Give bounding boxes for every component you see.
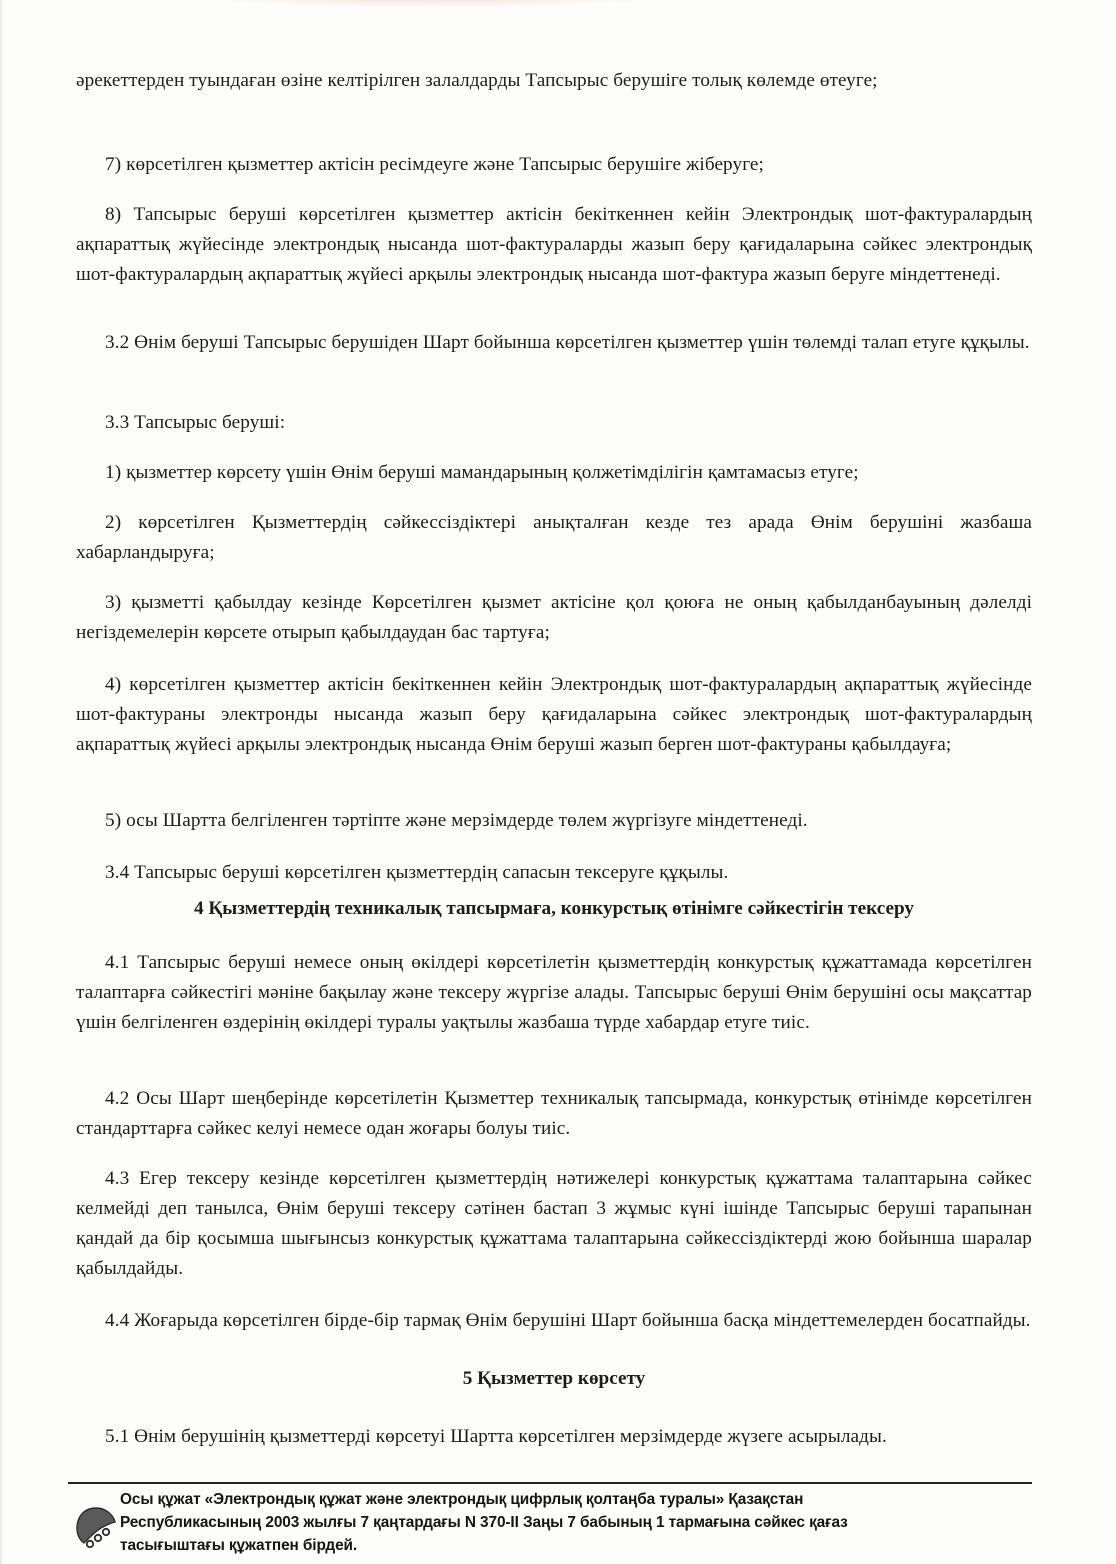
paragraph-4-4: 4.4 Жоғарыда көрсетілген бірде-бір тармақ Өнім берушіні Шарт бойынша басқа міндеттемелерден босатпайды. (105, 1310, 1031, 1331)
footer-e-document-notice (70, 1488, 970, 1558)
paragraph-5-1: 5.1 Өнім берушінің қызметтерді көрсетуі Шартта көрсетілген мерзімдерде жүзеге асырылады. (105, 1426, 887, 1447)
paragraph-3-2: 3.2 Өнім беруші Тапсырыс берушіден Шарт бойынша көрсетілген қызметтер үшін төлемді талап етуге құқылы. (105, 332, 1030, 353)
scan-artifact (200, 0, 660, 8)
footer-divider (68, 1482, 1032, 1484)
paragraph-4-1: 4.1 Тапсырыс беруші немесе оның өкілдері көрсетілетін қызметтердің конкурстық құжаттамада көрсетілген талаптарға сәйкестігі мәніне бақылау және тексеру жүргізе алады. Тапсырыс беруші Өнім берушіні осы мақсаттар үшін белгіленген өздерінің өкілдері туралы уақтылы жазбаша түрде хабардар етуге тиіс. (76, 952, 1032, 1033)
paragraph-3-3-1: 1) қызметтер көрсету үшін Өнім беруші мамандарының қолжетімділігін қамтамасыз етуге; (105, 462, 859, 483)
paragraph-3-1-7: 7) көрсетілген қызметтер актісін ресімдеуге және Тапсырыс берушіге жіберуге; (105, 154, 764, 175)
footer-line-1: Осы құжат «Электрондық құжат және электрондық цифрлық қолтаңба туралы» Қазақстан (120, 1491, 804, 1508)
paragraph-3-3-2: 2) көрсетілген Қызметтердің сәйкессіздіктері анықталған кезде тез арада Өнім берушіні жазбаша хабарландыруға; (76, 512, 1032, 563)
e-document-seal-icon (74, 1504, 118, 1550)
page-edge-shadow (0, 0, 3, 1564)
paragraph-3-3-5: 5) осы Шартта белгіленген тәртіпте және мерзімдерде төлем жүргізуге міндеттенеді. (105, 810, 808, 831)
section-4-heading: 4 Қызметтердің техникалық тапсырмаға, конкурстық өтінімге сәйкестігін тексеру (194, 898, 914, 919)
footer-text (120, 1488, 980, 1557)
paragraph-3-4: 3.4 Тапсырыс беруші көрсетілген қызметтердің сапасын тексеруге құқылы. (105, 862, 729, 883)
footer-line-3: тасығыштағы құжатпен бірдей. (120, 1537, 358, 1554)
paragraph-3-3-4: 4) көрсетілген қызметтер актісін бекіткеннен кейін Электрондық шот-фактуралардың ақпараттық жүйесінде шот-фактураны электронды нысанда жазып беру қағидаларына сәйкес электрондық шот-фактуралардың ақпараттық жүйесі арқылы электрондық нысанда Өнім беруші жазып берген шот-фактураны қабылдауға; (76, 674, 1032, 755)
paragraph-continuation: әрекеттерден туындаған өзіне келтірілген залалдарды Тапсырыс берушіге толық көлемде өтеуге; (76, 70, 878, 91)
paragraph-3-3-3: 3) қызметті қабылдау кезінде Көрсетілген қызмет актісіне қол қоюға не оның қабылданбауының дәлелді негіздемелерін көрсете отырып қабылдаудан бас тартуға; (76, 592, 1032, 643)
paragraph-3-3: 3.3 Тапсырыс беруші: (105, 412, 286, 433)
paragraph-3-1-8: 8) Тапсырыс беруші көрсетілген қызметтер актісін бекіткеннен кейін Электрондық шот-фактуралардың ақпараттық жүйесінде электрондық нысанда шот-фактураларды жазып беру қағидаларына сәйкес электрондық шот-фактуралардың ақпараттық жүйесі арқылы электрондық нысанда шот-фактура жазып беруге міндеттенеді. (76, 204, 1032, 285)
paragraph-4-2: 4.2 Осы Шарт шеңберінде көрсетілетін Қызметтер техникалық тапсырмада, конкурстық өтінімде көрсетілген стандарттарға сәйкес келуі немесе одан жоғары болуы тиіс. (76, 1088, 1032, 1139)
footer-line-2: Республикасының 2003 жылғы 7 қаңтардағы N 370-II Заңы 7 бабының 1 тармағына сәйкес қағаз (120, 1514, 848, 1531)
paragraph-4-3: 4.3 Егер тексеру кезінде көрсетілген қызметтердің нәтижелері конкурстық құжаттама талаптарына сәйкес келмейді деп танылса, Өнім беруші тексеру сәтінен бастап 3 жұмыс күні ішінде Тапсырыс беруші тарапынан қандай да бір қосымша шығынсыз конкурстық құжаттама талаптарына сәйкессіздіктерді жою бойынша шаралар қабылдайды. (76, 1168, 1032, 1279)
section-5-heading: 5 Қызметтер көрсету (462, 1368, 646, 1389)
